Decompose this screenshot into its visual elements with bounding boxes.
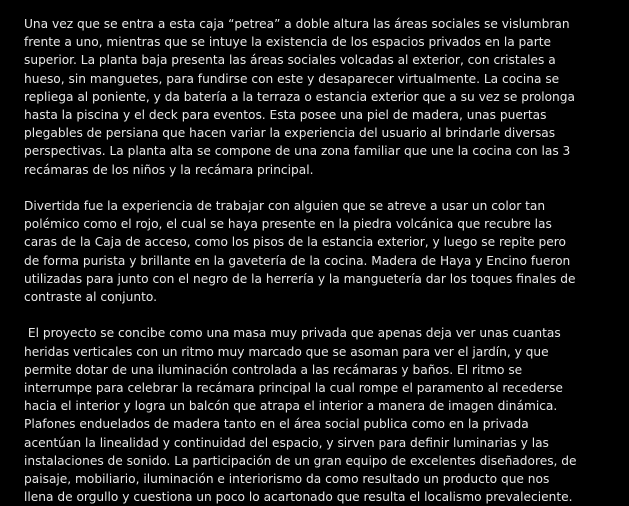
text-line: El proyecto se concibe como una masa muy privada que apenas deja ver unas cuantas [24,326,561,341]
text-line: hueso, sin manguetes, para fundirse con este y desaparecer virtualmente. La cocina se [24,71,560,86]
text-line: Una vez que se entra a esta caja “petrea” a doble altura las áreas sociales se vislumbran [24,17,570,31]
text-line: Plafones enduelados de madera tanto en el área social publica como en la privada [24,417,529,432]
text-line: acentúan la linealidad y continuidad del espacio, y sirven para definir luminarias y las [24,435,549,450]
text-line: Divertida fue la experiencia de trabajar con alguien que se atreve a usar un color tan [24,199,546,214]
text-line: llena de orgullo y cuestiona un poco lo acartonado que resulta el localismo prevaleciente. [24,490,573,505]
text-line: perspectivas. La planta alta se compone de una zona familiar que une la cocina con las 3 [24,144,571,159]
text-line: permite dotar de una iluminación controlada a las recámaras y baños. El ritmo se [24,362,523,377]
text-line: caras de la Caja de acceso, como los pisos de la estancia exterior, y luego se repite pero [24,235,566,250]
article-text [24,15,616,506]
text-line: polémico como el rojo, el cual se haya presente en la piedra volcánica que recubre las [24,217,552,232]
text-line: contraste al conjunto. [24,290,157,305]
text-line: hasta la piscina y el deck para eventos. Esta posee una piel de madera, unas puertas [24,108,547,123]
text-line: de forma purista y brillante en la gavetería de la cocina. Madera de Haya y Encino fueron [24,253,571,268]
text-line: hacia el interior y logra un balcón que atrapa el interior a manera de imagen dinámica. [24,399,558,414]
paragraph-3 [24,324,616,506]
text-line: instalaciones de sonido. La participación de un gran equipo de excelentes diseñadores, de [24,453,577,468]
paragraph-1 [24,15,616,179]
text-line: frente a uno, mientras que se intuye la existencia de los espacios privados en la parte [24,35,552,50]
paragraph-2 [24,197,616,306]
text-line: superior. La planta baja presenta las áreas sociales volcadas al exterior, con cristales a [24,53,556,68]
text-line: plegables de persiana que hacen variar la experiencia del usuario al brindarle diversas [24,126,556,141]
text-line: interrumpe para celebrar la recámara principal la cual rompe el paramento al recederse [24,381,563,396]
text-line: heridas verticales con un ritmo muy marcado que se asoman para ver el jardín, y que [24,344,549,359]
text-line: recámaras de los niños y la recámara principal. [24,162,314,177]
text-line: utilizadas para junto con el negro de la herrería y la manguetería dar los toques finales de [24,271,576,286]
text-line: paisaje, mobiliario, iluminación e interiorismo da como resultado un producto que nos [24,472,550,487]
text-line: repliega al poniente, y da batería a la terraza o estancia exterior que a su vez se prolonga [24,89,575,104]
